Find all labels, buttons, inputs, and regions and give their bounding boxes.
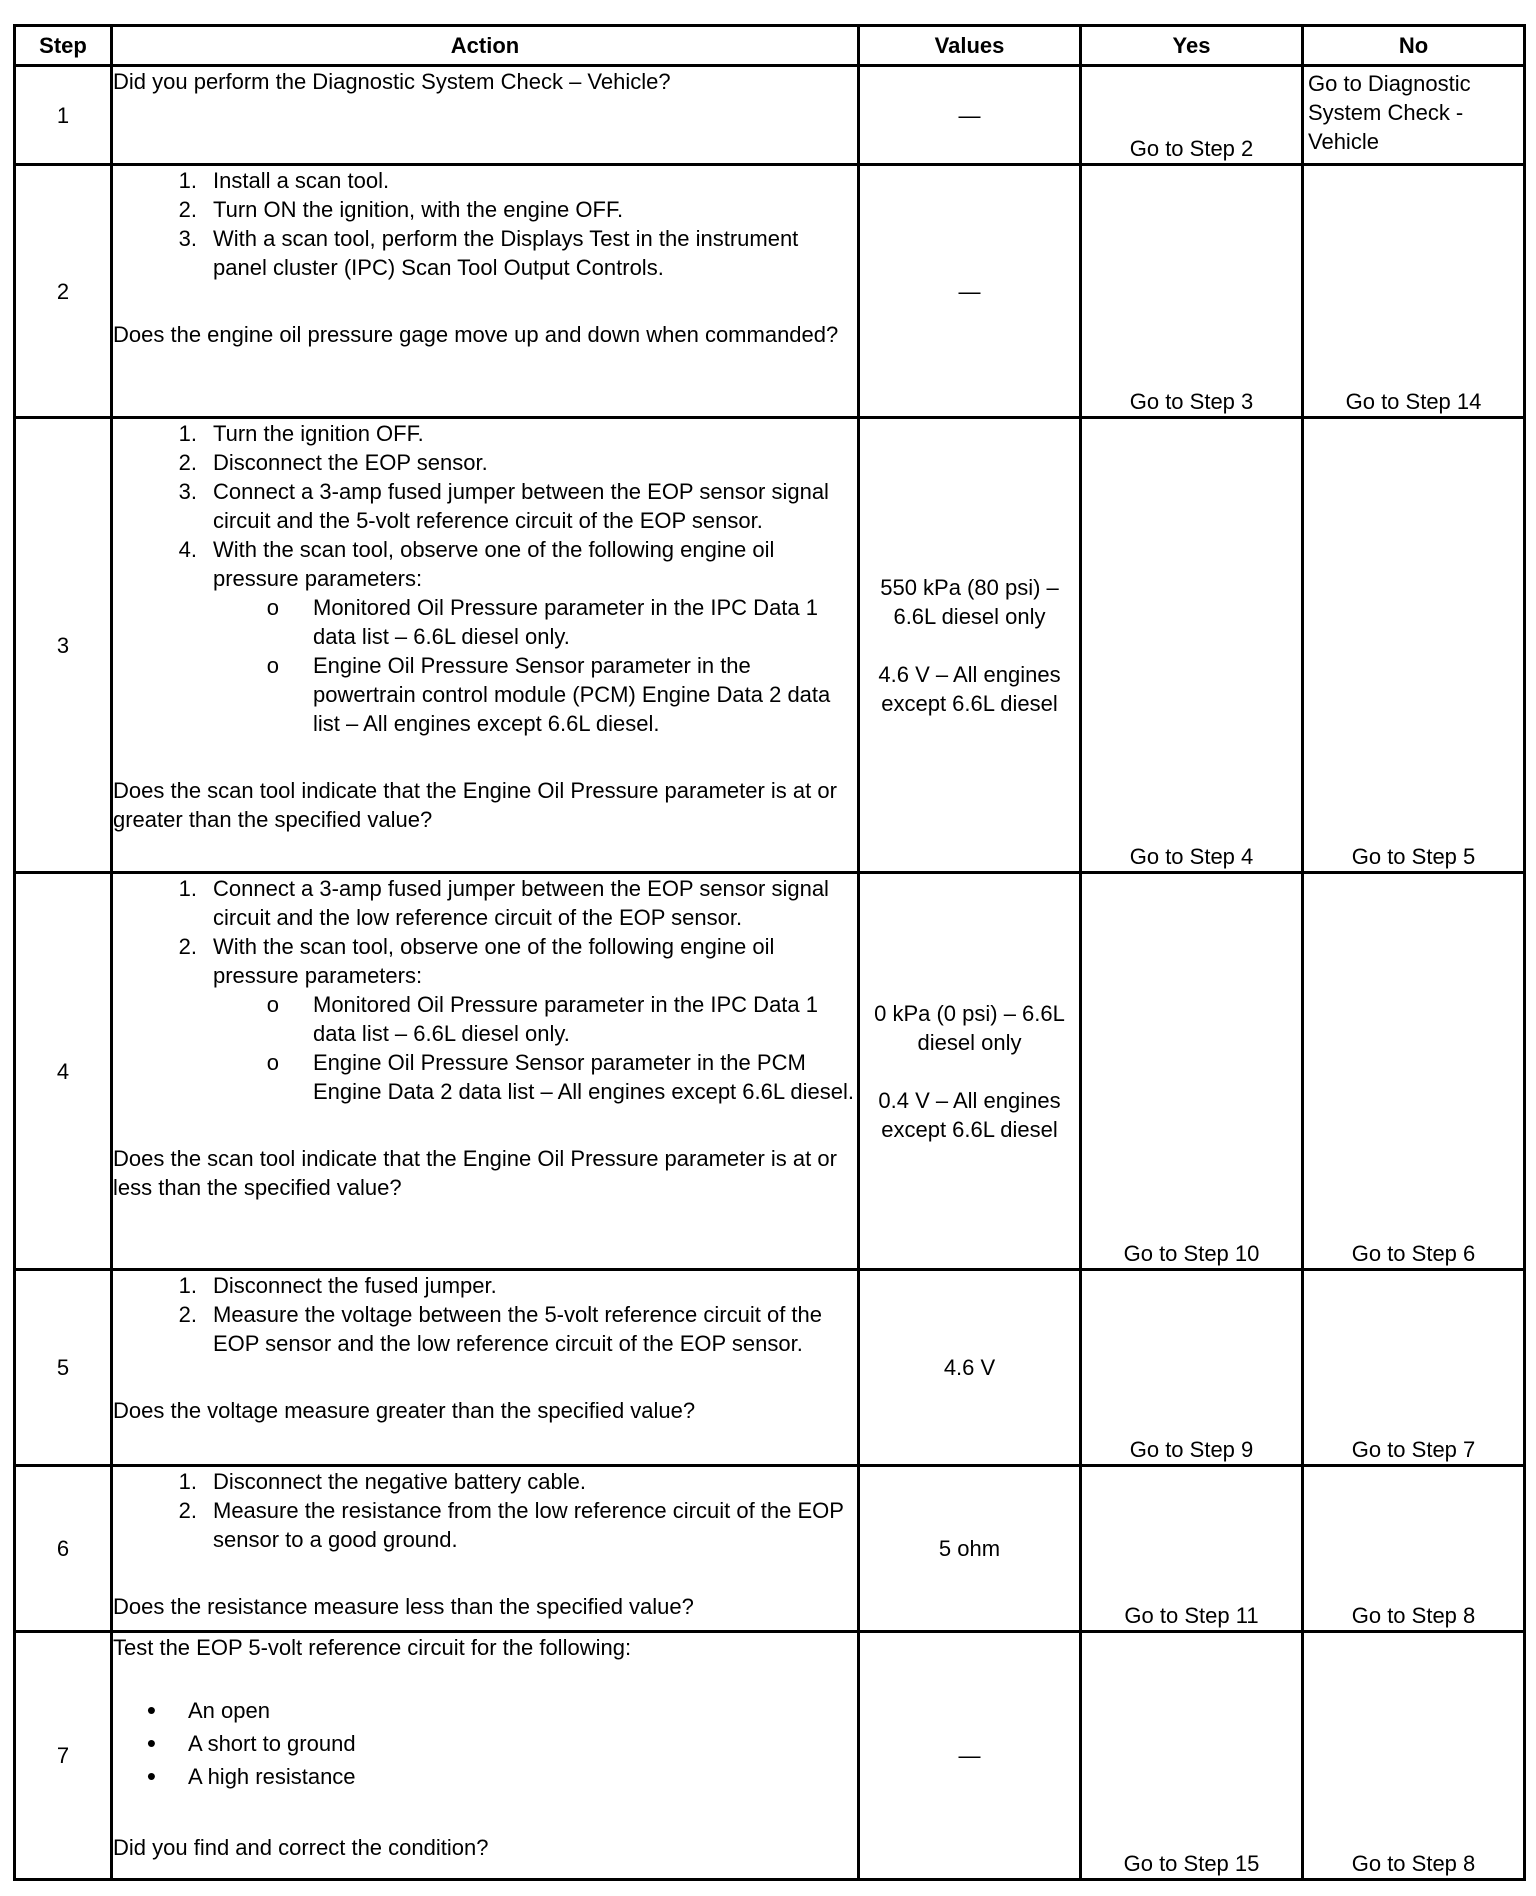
no-cell: Go to Step 8 <box>1303 1632 1525 1880</box>
step-number: 7 <box>15 1632 112 1880</box>
yes-cell: Go to Step 15 <box>1081 1632 1303 1880</box>
action-question: Did you find and correct the condition? <box>113 1835 489 1860</box>
sub-item: o Engine Oil Pressure Sensor parameter in the powertrain control module (PCM) Engine Data 2 data list – All engines except 6.6L diesel. <box>266 653 831 736</box>
bullet-item: • A high resistance <box>113 1762 857 1791</box>
table-row <box>15 1270 1525 1466</box>
yes-cell: Go to Step 3 <box>1081 165 1303 418</box>
numbered-item: 1. Install a scan tool. <box>178 168 390 193</box>
action-question: Does the resistance measure less than the specified value? <box>113 1594 694 1619</box>
header-no: No <box>1303 26 1525 66</box>
step-number: 6 <box>15 1466 112 1632</box>
numbered-item: 3. With a scan tool, perform the Displays Test in the instrument panel cluster (IPC) Scan Tool Output Controls. <box>178 226 799 280</box>
header-yes: Yes <box>1081 26 1303 66</box>
no-cell: Go to Diagnostic System Check - Vehicle <box>1303 66 1525 165</box>
numbered-item: 1. Connect a 3-amp fused jumper between the EOP sensor signal circuit and the low reference circuit of the EOP sensor. <box>178 876 829 930</box>
action-question: Does the engine oil pressure gage move up and down when commanded? <box>113 322 839 347</box>
action-question: Does the scan tool indicate that the Engine Oil Pressure parameter is at or greater than the specified value? <box>113 778 837 832</box>
bullet-item: • An open <box>113 1696 857 1725</box>
table-row <box>15 1632 1525 1880</box>
values-cell <box>859 873 1081 1270</box>
sub-item: o Monitored Oil Pressure parameter in the IPC Data 1 data list – 6.6L diesel only. <box>266 992 819 1046</box>
no-cell: Go to Step 5 <box>1303 418 1525 873</box>
yes-cell: Go to Step 9 <box>1081 1270 1303 1466</box>
action-cell <box>112 66 859 165</box>
numbered-item: 1. Disconnect the negative battery cable. <box>178 1469 587 1494</box>
table-row <box>15 66 1525 165</box>
header-values: Values <box>859 26 1081 66</box>
no-cell: Go to Step 7 <box>1303 1270 1525 1466</box>
action-cell <box>112 873 859 1270</box>
values-cell <box>859 418 1081 873</box>
table-row <box>15 873 1525 1270</box>
yes-cell: Go to Step 4 <box>1081 418 1303 873</box>
header-action: Action <box>112 26 859 66</box>
bullet-icon: • <box>146 1695 156 1725</box>
bullet-icon: • <box>146 1728 156 1758</box>
bullet-item: • A short to ground <box>113 1729 857 1758</box>
action-question: Does the scan tool indicate that the Engine Oil Pressure parameter is at or less than the specified value? <box>113 1146 837 1200</box>
action-question: Does the voltage measure greater than the specified value? <box>113 1398 696 1423</box>
value-line: 0 kPa (0 psi) – 6.6L diesel only <box>874 1000 1065 1055</box>
no-cell: Go to Step 14 <box>1303 165 1525 418</box>
numbered-item: 2. Turn ON the ignition, with the engine OFF. <box>178 197 624 222</box>
numbered-item: 1. Turn the ignition OFF. <box>178 421 424 446</box>
action-cell <box>112 165 859 418</box>
value-line: 0.4 V – All engines except 6.6L diesel <box>878 1087 1061 1142</box>
numbered-item: 2. Measure the resistance from the low reference circuit of the EOP sensor to a good ground. <box>178 1498 844 1552</box>
yes-cell: Go to Step 11 <box>1081 1466 1303 1632</box>
step-number: 4 <box>15 873 112 1270</box>
values-cell: 5 ohm <box>859 1466 1081 1632</box>
step-number: 3 <box>15 418 112 873</box>
action-cell <box>112 418 859 873</box>
header-row <box>15 26 1525 66</box>
step-number: 5 <box>15 1270 112 1466</box>
yes-cell: Go to Step 10 <box>1081 873 1303 1270</box>
action-cell <box>112 1632 859 1880</box>
bullet-icon: • <box>146 1761 156 1791</box>
action-cell <box>112 1270 859 1466</box>
values-cell: — <box>859 165 1081 418</box>
action-text: Did you perform the Diagnostic System Check – Vehicle? <box>113 69 671 94</box>
values-cell: — <box>859 1632 1081 1880</box>
value-line: 4.6 V – All engines except 6.6L diesel <box>878 661 1061 716</box>
diagnostic-table <box>13 24 1526 1881</box>
numbered-item: 2. Disconnect the EOP sensor. <box>178 450 488 475</box>
numbered-item: 2. With the scan tool, observe one of the following engine oil pressure parameters: <box>178 934 775 988</box>
values-cell: 4.6 V <box>859 1270 1081 1466</box>
action-cell <box>112 1466 859 1632</box>
action-intro: Test the EOP 5-volt reference circuit for the following: <box>113 1635 632 1660</box>
no-cell: Go to Step 8 <box>1303 1466 1525 1632</box>
header-step: Step <box>15 26 112 66</box>
no-cell: Go to Step 6 <box>1303 873 1525 1270</box>
value-line: 550 kPa (80 psi) – 6.6L diesel only <box>880 574 1059 629</box>
step-number: 1 <box>15 66 112 165</box>
step-number: 2 <box>15 165 112 418</box>
table-row <box>15 165 1525 418</box>
yes-cell: Go to Step 2 <box>1081 66 1303 165</box>
numbered-item: 2. Measure the voltage between the 5-volt reference circuit of the EOP sensor and the low reference circuit of the EOP sensor. <box>178 1302 823 1356</box>
numbered-item: 4. With the scan tool, observe one of the following engine oil pressure parameters: <box>178 537 775 591</box>
table-row <box>15 1466 1525 1632</box>
values-cell: — <box>859 66 1081 165</box>
sub-item: o Monitored Oil Pressure parameter in the IPC Data 1 data list – 6.6L diesel only. <box>266 595 819 649</box>
sub-item: o Engine Oil Pressure Sensor parameter in the PCM Engine Data 2 data list – All engines except 6.6L diesel. <box>266 1050 854 1104</box>
table-row <box>15 418 1525 873</box>
numbered-item: 3. Connect a 3-amp fused jumper between the EOP sensor signal circuit and the 5-volt reference circuit of the EOP sensor. <box>178 479 829 533</box>
numbered-item: 1. Disconnect the fused jumper. <box>178 1273 497 1298</box>
